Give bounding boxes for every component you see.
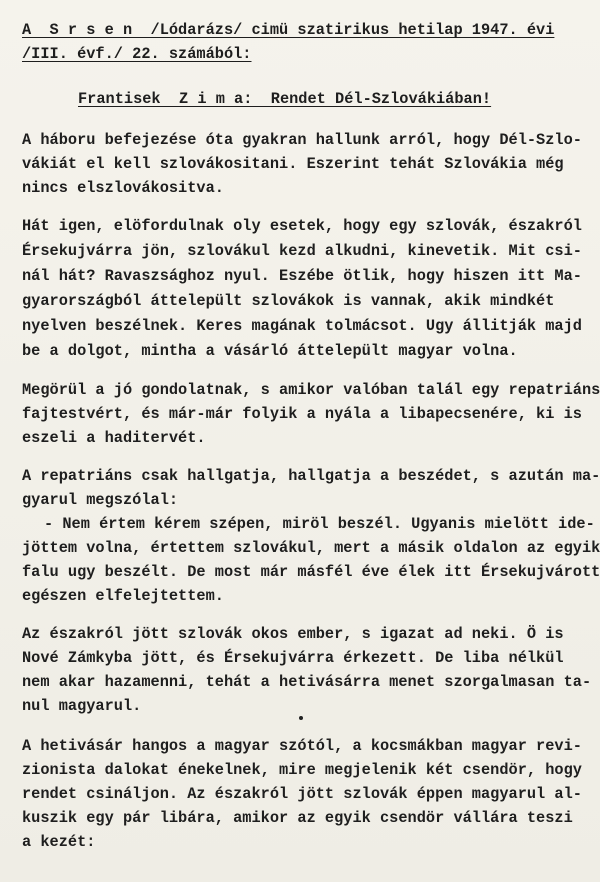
body-line: A repatriáns csak hallgatja, hallgatja a beszédet, s azután ma- [22,467,600,485]
body-line: vákiát el kell szlovákositani. Eszerint tehát Szlovákia még [22,155,564,173]
body-line: eszeli a haditervét. [22,429,206,447]
body-line: A háboru befejezése óta gyakran hallunk arról, hogy Dél-Szlo- [22,131,582,149]
body-line: A hetivásár hangos a magyar szótól, a kocsmákban magyar revi- [22,737,582,755]
body-line: zionista dalokat énekelnek, mire megjelenik két csendör, hogy [22,761,582,779]
ink-dot [299,716,303,720]
body-line: fajtestvért, és már-már folyik a nyála a libapecsenére, ki is [22,405,582,423]
body-line: falu ugy beszélt. De most már másfél éve élek itt Érsekujvárott [22,563,600,581]
body-line: a kezét: [22,833,96,851]
body-line: Érsekujvárra jön, szlovákul kezd alkudni, kinevetik. Mit csi- [22,242,582,260]
body-line: rendet csináljon. Az északról jött szlovák éppen magyarul al- [22,785,582,803]
body-line: egészen elfelejtettem. [22,587,224,605]
body-line: nál hát? Ravaszsághoz nyul. Eszébe ötlik, hogy hiszen itt Ma- [22,267,582,285]
body-line: Megörül a jó gondolatnak, s amikor valóban talál egy repatriáns [22,381,600,399]
body-line: nul magyarul. [22,697,142,715]
body-line: nem akar hazamenni, tehát a hetivásárra menet szorgalmasan ta- [22,673,592,691]
body-line: Nové Zámkyba jött, és Érsekujvárra érkezett. De liba nélkül [22,649,564,667]
body-line: nyelven beszélnek. Keres magának tolmácsot. Ugy állitják majd [22,317,582,335]
body-line: Az északról jött szlovák okos ember, s igazat ad neki. Ö is [22,625,564,643]
article-title: Frantisek Z i m a: Rendet Dél-Szlovákiában! [78,90,492,108]
body-line: kuszik egy pár libára, amikor az egyik csendör vállára teszi [22,809,573,827]
body-line: - Nem értem kérem szépen, miröl beszél. Ugyanis mielött ide- [44,515,595,533]
body-line: Hát igen, elöfordulnak oly esetek, hogy egy szlovák, északról [22,217,582,235]
header-line-2: /III. évf./ 22. számából: [22,45,252,63]
body-line: nincs elszlovákositva. [22,179,224,197]
header-line-1: A S r s e n /Lódarázs/ cimü szatirikus hetilap 1947. évi [22,21,555,39]
body-line: gyarországból áttelepült szlovákok is vannak, akik mindkét [22,292,555,310]
body-line: be a dolgot, mintha a vásárló áttelepült magyar volna. [22,342,518,360]
body-line: jöttem volna, értettem szlovákul, mert a másik oldalon az egyik [22,539,600,557]
body-line: gyarul megszólal: [22,491,179,509]
